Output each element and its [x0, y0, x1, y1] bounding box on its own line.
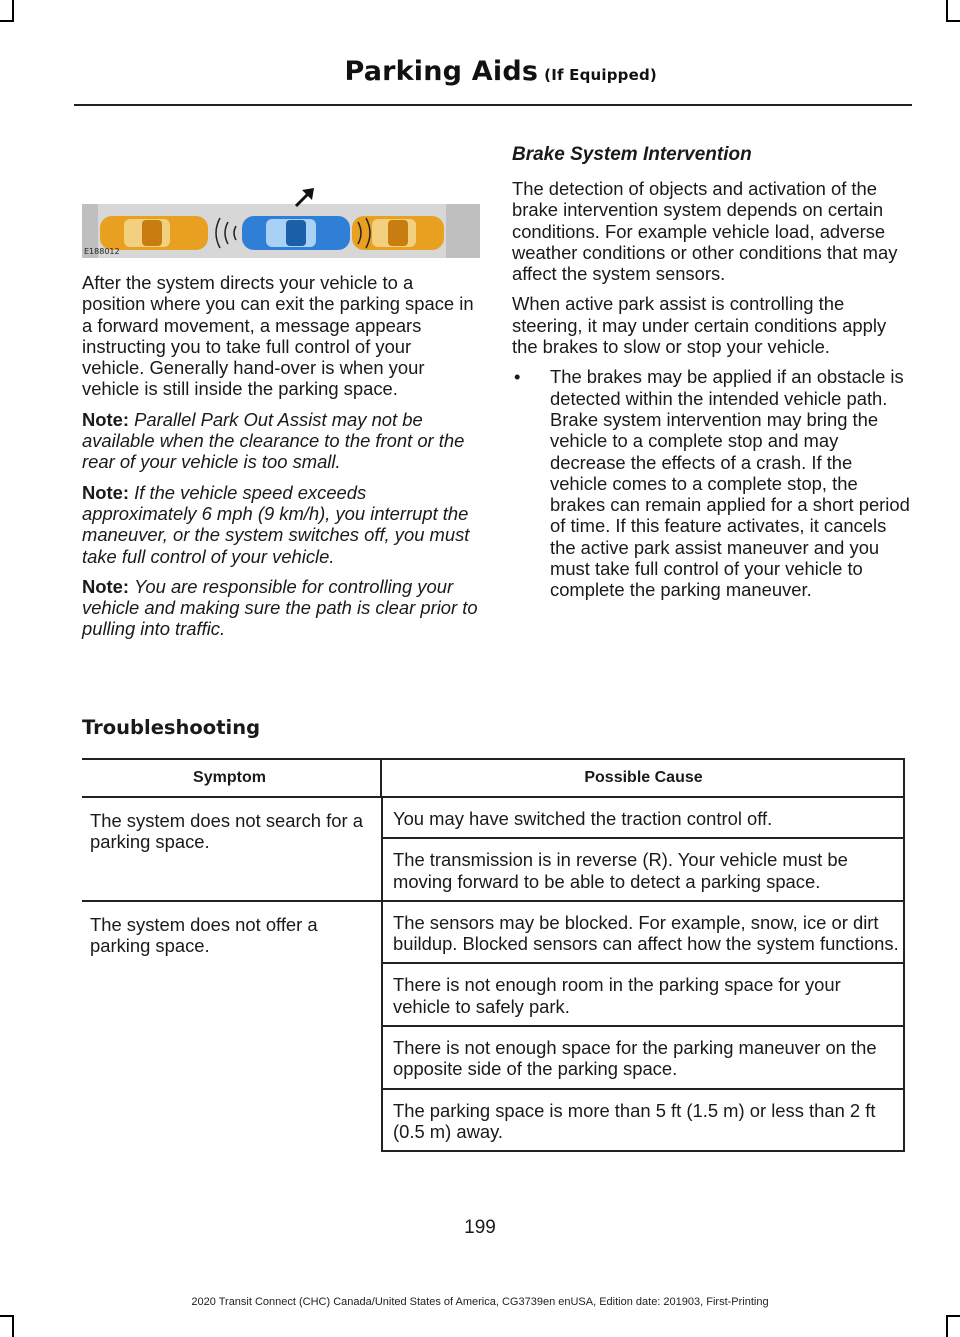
column-header-cause: Possible Cause [584, 769, 703, 786]
note-text: If the vehicle speed exceeds approximately 6 mph (9 km/h), you interrupt the maneuver, or the system switches off, you must take full control of your vehicle. [82, 481, 470, 567]
cause-cell: The parking space is more than 5 ft (1.5 m) or less than 2 ft (0.5 m) away. [383, 1090, 903, 1153]
body-paragraph: The detection of objects and activation of the brake intervention system depends on certain conditions. For example vehicle load, adverse weather conditions or other conditions that may affect the system sensors. [512, 178, 898, 285]
cause-cell: There is not enough space for the parking maneuver on the opposite side of the parking space. [383, 1027, 903, 1090]
note-label: Note: [82, 481, 129, 503]
intro-paragraph: After the system directs your vehicle to a position where you can exit the parking space in a forward movement, a message appears instructing you to take full control of your vehicle. Generally hand-over is when your vehicle is still inside the parking space. [82, 272, 474, 400]
parking-illustration-svg [82, 204, 480, 258]
note-label: Note: [82, 575, 129, 597]
figure-label: E188012 [84, 247, 120, 256]
bullet-marker: • [514, 366, 521, 388]
cause-cell: The transmission is in reverse (R). Your vehicle must be moving forward to be able to detect a parking space. [393, 849, 848, 892]
page-title-qualifier: (If Equipped) [544, 66, 657, 84]
bullet-item [512, 366, 910, 600]
parking-illustration [82, 204, 480, 258]
table-header-row [82, 758, 905, 798]
symptom-cell: The system does not offer a parking space. [82, 902, 383, 1152]
crop-mark [0, 20, 14, 22]
page-footer: 2020 Transit Connect (CHC) Canada/United States of America, CG3739en enUSA, Edition date: 201903, First-Printing [191, 1296, 769, 1308]
section-heading: Brake System Intervention [512, 144, 752, 165]
table-row-group [82, 902, 905, 1152]
crop-mark [946, 1315, 948, 1337]
table-row-group [82, 798, 905, 902]
cause-cell: There is not enough room in the parking space for your vehicle to safely park. [383, 964, 903, 1027]
left-column [82, 272, 478, 649]
column-header-symptom: Symptom [193, 769, 266, 786]
parked-car-left-icon [100, 216, 208, 250]
note-paragraph [82, 576, 478, 640]
causes-column [383, 798, 905, 900]
cause-cell: You may have switched the traction control off. [383, 798, 903, 839]
crop-mark [12, 0, 14, 22]
page-number: 199 [464, 1217, 496, 1238]
bullet-text: The brakes may be applied if an obstacle is detected within the intended vehicle path. Brake system intervention may bring the vehicle to a complete stop and may decrease the effects of a crash. If the vehicle comes to a complete stop, the brakes can remain applied for a short period of time. If this feature activates, it cancels the active park assist maneuver and you must take full control of your vehicle to complete the parking maneuver. [550, 366, 910, 601]
right-column [512, 144, 910, 601]
note-label: Note: [82, 408, 129, 430]
page-title-main: Parking Aids [344, 56, 539, 87]
crop-mark [946, 20, 960, 22]
cause-cell: The sensors may be blocked. For example, snow, ice or dirt buildup. Blocked sensors can affect how the system functions. [383, 902, 903, 965]
crop-mark [12, 1315, 14, 1337]
symptom-cell: The system does not search for a parking space. [82, 798, 383, 900]
header-divider [74, 104, 912, 106]
note-text: You are responsible for controlling your vehicle and making sure the path is clear prior to pulling into traffic. [82, 575, 478, 640]
causes-column [383, 902, 905, 1152]
crop-mark [946, 0, 948, 22]
table-edge [903, 758, 905, 798]
troubleshooting-table [82, 758, 905, 1152]
body-paragraph: When active park assist is controlling the steering, it may under certain conditions apply the brakes to slow or stop your vehicle. [512, 293, 887, 358]
parked-car-right-icon [352, 216, 444, 250]
page-title [344, 56, 657, 87]
note-paragraph [82, 482, 478, 567]
exit-arrow-icon [294, 186, 316, 208]
crop-mark [946, 1315, 960, 1317]
note-text: Parallel Park Out Assist may not be available when the clearance to the front or the rear of your vehicle is too small. [82, 408, 465, 473]
vehicle-exiting-icon [242, 216, 350, 250]
troubleshooting-heading: Troubleshooting [82, 716, 261, 739]
note-paragraph [82, 409, 478, 473]
crop-mark [0, 1315, 14, 1317]
